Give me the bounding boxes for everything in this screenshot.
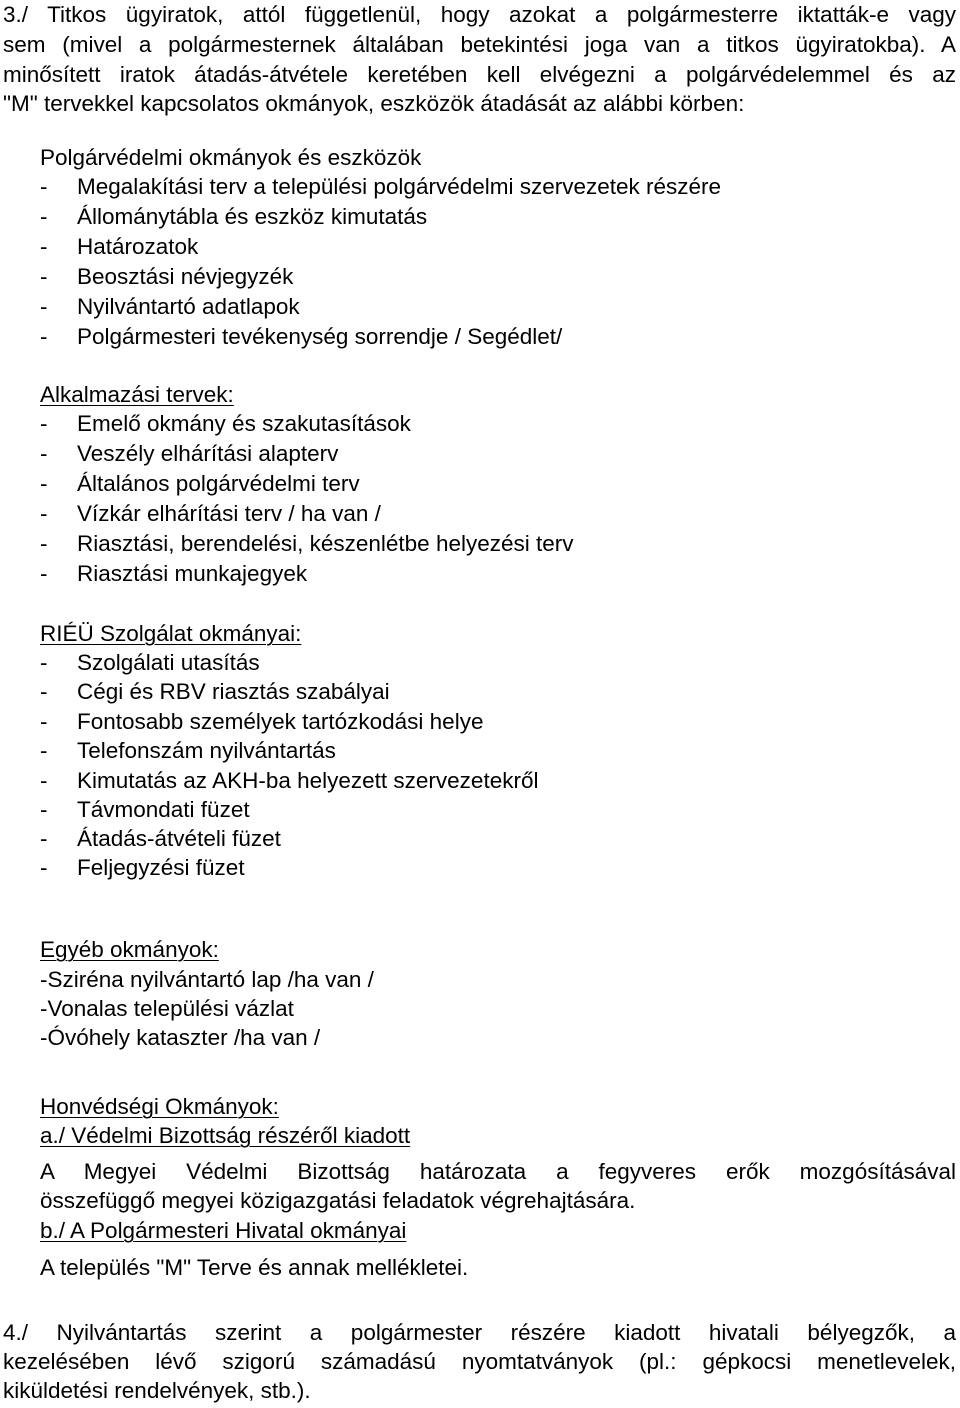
dash: -	[40, 324, 48, 349]
dash: -	[40, 797, 48, 822]
section-heading: Alkalmazási tervek:	[40, 382, 234, 407]
dash: -	[40, 531, 48, 556]
intro-line: sem (mivel a polgármesternek általában betekintési joga van a titkos ügyiratokba). A	[3, 32, 956, 57]
dash: -	[40, 234, 48, 259]
dash: -	[40, 768, 48, 793]
section-heading: Honvédségi Okmányok:	[40, 1094, 279, 1119]
dash: -	[40, 826, 48, 851]
intro-line: 3./ Titkos ügyiratok, attól függetlenül, hogy azokat a polgármesterre iktatták-e vagy	[3, 2, 956, 27]
subsection-heading: b./ A Polgármesteri Hivatal okmányai	[40, 1218, 407, 1243]
section-heading: RIÉÜ Szolgálat okmányai:	[40, 621, 302, 646]
dash: -	[40, 738, 48, 763]
dash: -	[40, 561, 48, 586]
paragraph-line: A település "M" Terve és annak mellékletei.	[40, 1255, 469, 1280]
dash: -	[40, 650, 48, 675]
dash: -	[40, 204, 48, 229]
paragraph-line: összefüggő megyei közigazgatási feladatok végrehajtására.	[40, 1188, 636, 1213]
dash: -	[40, 679, 48, 704]
outro-line: 4./ Nyilvántartás szerint a polgármester részére kiadott hivatali bélyegzők, a	[3, 1320, 956, 1345]
paragraph-line: A Megyei Védelmi Bizottság határozata a fegyveres erők mozgósításával	[40, 1159, 956, 1184]
intro-line: minősített iratok átadás-átvétele keretében kell elvégezni a polgárvédelemmel és az	[3, 62, 956, 87]
dash: -	[40, 411, 48, 436]
dash: -	[40, 441, 48, 466]
list-item: -Sziréna nyilvántartó lap /ha van /	[40, 967, 374, 992]
document-page: 3./ Titkos ügyiratok, attól függetlenül, hogy azokat a polgármesterre iktatták-e vagy sem (mivel a polgármesternek általában betekintési joga van a titkos ügyiratokba). A minősített iratok átadás-átvétele keretében kell elvégezni a polgárvédelemmel és az "M" tervekkel kapcsolatos okmányok, eszközök átadását az alábbi körben: Polgárvédelmi okmányok és eszközök - Megalakítási terv a települési polgárvédelmi szervezetek részére - Állománytábla és eszköz kimutatás - Határozatok - Beosztási névjegyzék - Nyilvántartó adatlapok - Polgármesteri tevékenység sorrendje / Segédlet/ Alkalmazási tervek: - Emelő okmány és szakutasítások - Veszély elhárítási alapterv - Általános polgárvédelmi terv - Vízkár elhárítási terv / ha van / - Riasztási, berendelési, készenlétbe helyezési terv - Riasztási munkajegyek RIÉÜ Szolgálat okmányai: - Szolgálati utasítás - Cégi és RBV riasztás szabályai - Fontosabb személyek tartózkodási helye - Telefonszám nyilvántartás - Kimutatás az AKH-ba helyezett szervezetekről - Távmondati füzet - Átadás-átvételi füzet - Feljegyzési füzet Egyéb okmányok: -Sziréna nyilvántartó lap /ha van / -Vonalas települési vázlat -Óvóhely kataszter /ha van / Honvédségi Okmányok: a./ Védelmi Bizottság részéről kiadott A Megyei Védelmi Bizottság határozata a fegyveres erők mozgósításával összefüggő megyei közigazgatási feladatok végrehajtására. b./ A Polgármesteri Hivatal okmányai A település "M" Terve és annak mellékletei. 4./ Nyilvántartás szerint a polgármester részére kiadott hivatali bélyegzők, a kezelésében lévő szigorú számadású nyomtatványok (pl.: gépkocsi menetlevelek, kiküldetési rendelvények, stb.).	[0, 0, 960, 1408]
outro-line: kezelésében lévő szigorú számadású nyomtatványok (pl.: gépkocsi menetlevelek,	[3, 1349, 956, 1374]
section-heading: Egyéb okmányok:	[40, 937, 219, 962]
dash: -	[40, 471, 48, 496]
dash: -	[40, 174, 48, 199]
intro-line: "M" tervekkel kapcsolatos okmányok, eszközök átadását az alábbi körben:	[3, 91, 745, 116]
subsection-heading: a./ Védelmi Bizottság részéről kiadott	[40, 1123, 411, 1148]
dash: -	[40, 294, 48, 319]
dash: -	[40, 709, 48, 734]
dash: -	[40, 501, 48, 526]
list-item: -Vonalas települési vázlat	[40, 996, 294, 1021]
section-heading: Polgárvédelmi okmányok és eszközök	[40, 145, 422, 170]
dash: -	[40, 264, 48, 289]
list-item: -Óvóhely kataszter /ha van /	[40, 1025, 321, 1050]
dash: -	[40, 855, 48, 880]
outro-line: kiküldetési rendelvények, stb.).	[3, 1378, 311, 1403]
